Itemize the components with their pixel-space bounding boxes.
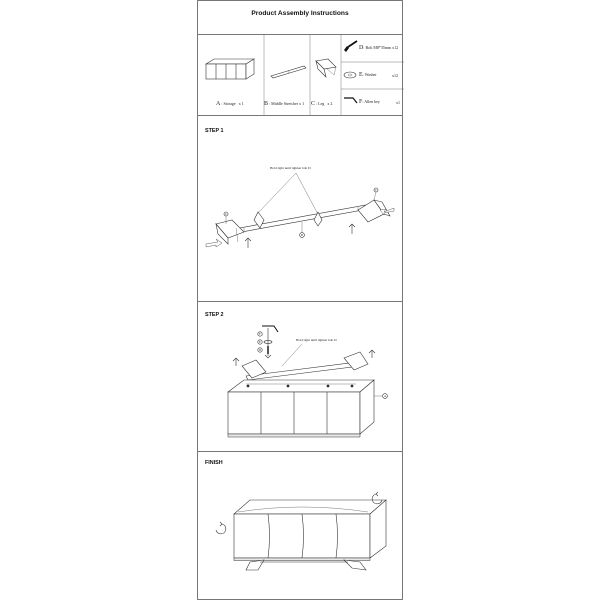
step2-note: Hold tight until tighten bolt D: [296, 338, 337, 342]
step2-callout-e: E: [259, 340, 261, 344]
finish-diagram: [198, 452, 404, 601]
part-b-label: B : Middle Stretcher x 1: [264, 101, 305, 107]
storage-illustration: [204, 57, 256, 83]
step1-diagram: [198, 116, 404, 303]
title-box: [197, 0, 403, 35]
page-title: Product Assembly Instructions: [251, 10, 349, 17]
finish-panel: [197, 451, 403, 600]
part-f-label: F: Allen key: [359, 99, 380, 105]
allen-key-icon: [343, 97, 359, 105]
part-e-qty: x12: [392, 73, 398, 78]
step2-panel: [197, 301, 403, 452]
parts-list: [197, 34, 403, 116]
instruction-sheet: [197, 0, 403, 600]
step1-callout-b: B: [301, 233, 304, 237]
leg-illustration: [314, 57, 338, 79]
part-e-label: E: Washer: [359, 72, 377, 78]
step1-note: Hold tight until tighten bolt D: [270, 166, 311, 170]
step1-heading: STEP 1: [205, 128, 224, 134]
part-f-qty: x1: [396, 100, 400, 105]
step1-callout-c-left: C: [225, 212, 228, 216]
part-a-label: A : Storage x 1: [216, 101, 244, 107]
step1-callout-c-right: C: [375, 188, 378, 192]
finish-heading: FINISH: [205, 460, 223, 466]
step2-diagram: [198, 302, 404, 453]
step2-heading: STEP 2: [205, 312, 224, 318]
step1-panel: [197, 115, 403, 302]
part-d-label: D: Bolt M8*35mm x12: [359, 45, 399, 51]
step2-callout-d: D: [259, 348, 262, 352]
step2-callout-a: A: [384, 394, 387, 398]
bolt-icon: [343, 41, 359, 53]
washer-icon: [343, 71, 357, 79]
step2-callout-f: F: [259, 332, 261, 336]
stretcher-illustration: [268, 65, 308, 79]
part-c-label: C : Leg x 2: [311, 101, 333, 107]
